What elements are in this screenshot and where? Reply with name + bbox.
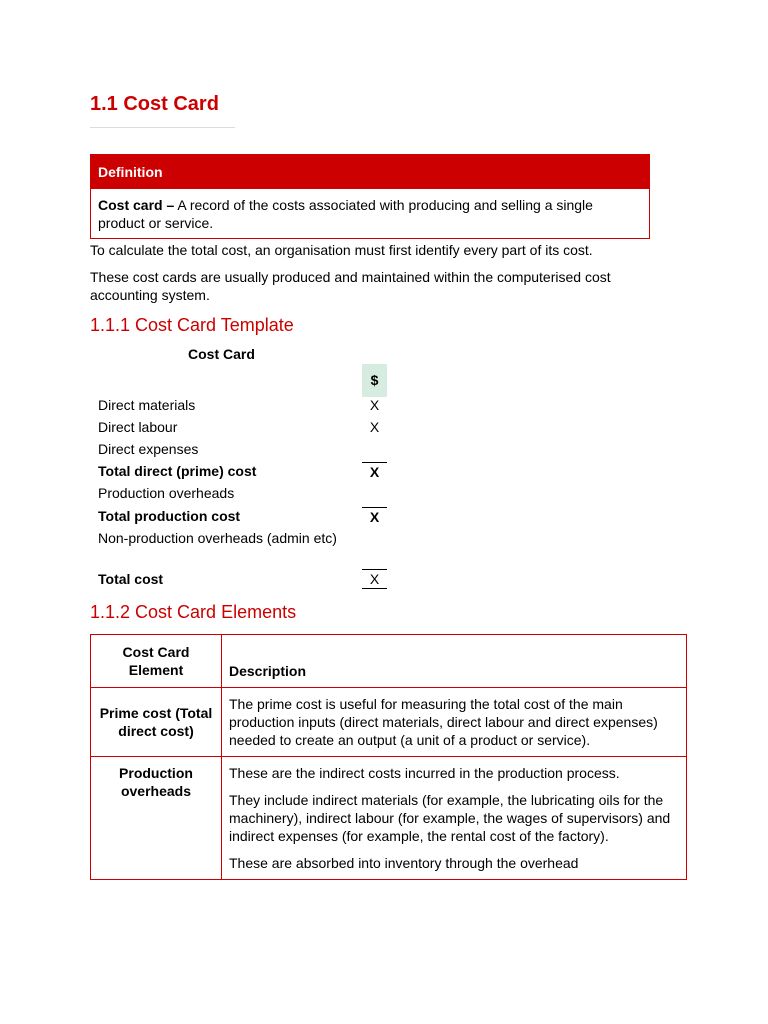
definition-box [90,154,650,239]
element-production-overheads: Production overheads [91,757,222,880]
definition-term: Cost card – [98,197,175,213]
cost-card-title: Cost Card [188,346,255,362]
description-production-overheads [222,757,687,880]
definition-text: A record of the costs associated with producing and selling a single product or service. [98,197,593,231]
elements-heading: 1.1.2 Cost Card Elements [90,602,297,622]
row-value-direct-labour: X [369,419,380,435]
row-label-total-cost: Total cost [98,571,164,587]
definition-header: Definition [91,155,649,189]
header-element: Cost Card Element [91,635,222,688]
table-row [91,757,687,880]
description-paragraph: The prime cost is useful for measuring the total cost of the main production inputs (direct materials, direct labour and direct expenses) needed to create an output (a unit of a product or service). [229,696,658,748]
row-value-total-cost: X [362,569,387,589]
page-title: 1.1 Cost Card [90,93,219,115]
currency-header: $ [362,364,387,397]
elements-table [90,634,687,880]
template-heading: 1.1.1 Cost Card Template [90,315,294,335]
paragraph-1: To calculate the total cost, an organisation must first identify every part of its cost. [90,242,593,258]
row-label-production-overheads: Production overheads [98,485,235,501]
title-underline [90,127,235,128]
description-prime-cost [222,688,687,757]
element-prime-cost: Prime cost (Total direct cost) [91,688,222,757]
row-label-non-production-overheads: Non-production overheads (admin etc) [98,530,337,546]
definition-body [91,189,649,238]
description-paragraph: These are absorbed into inventory through the overhead [229,855,579,871]
table-header-row [91,635,687,688]
row-label-direct-labour: Direct labour [98,419,178,435]
description-paragraph: These are the indirect costs incurred in the production process. [229,765,620,781]
row-value-total-production-cost: X [362,507,387,526]
paragraph-2: These cost cards are usually produced and maintained within the computerised cost accounting system. [90,269,611,303]
row-value-direct-materials: X [369,397,380,413]
row-value-prime-cost: X [362,462,387,481]
row-label-direct-materials: Direct materials [98,397,196,413]
row-label-total-production-cost: Total production cost [98,508,241,524]
description-paragraph: They include indirect materials (for example, the lubricating oils for the machinery), indirect labour (for example, the wages of supervisors) and indirect expenses (for example, the rental cost of the factory). [229,792,671,844]
row-label-prime-cost: Total direct (prime) cost [98,463,257,479]
header-description: Description [222,635,687,688]
row-label-direct-expenses: Direct expenses [98,441,199,457]
table-row [91,688,687,757]
